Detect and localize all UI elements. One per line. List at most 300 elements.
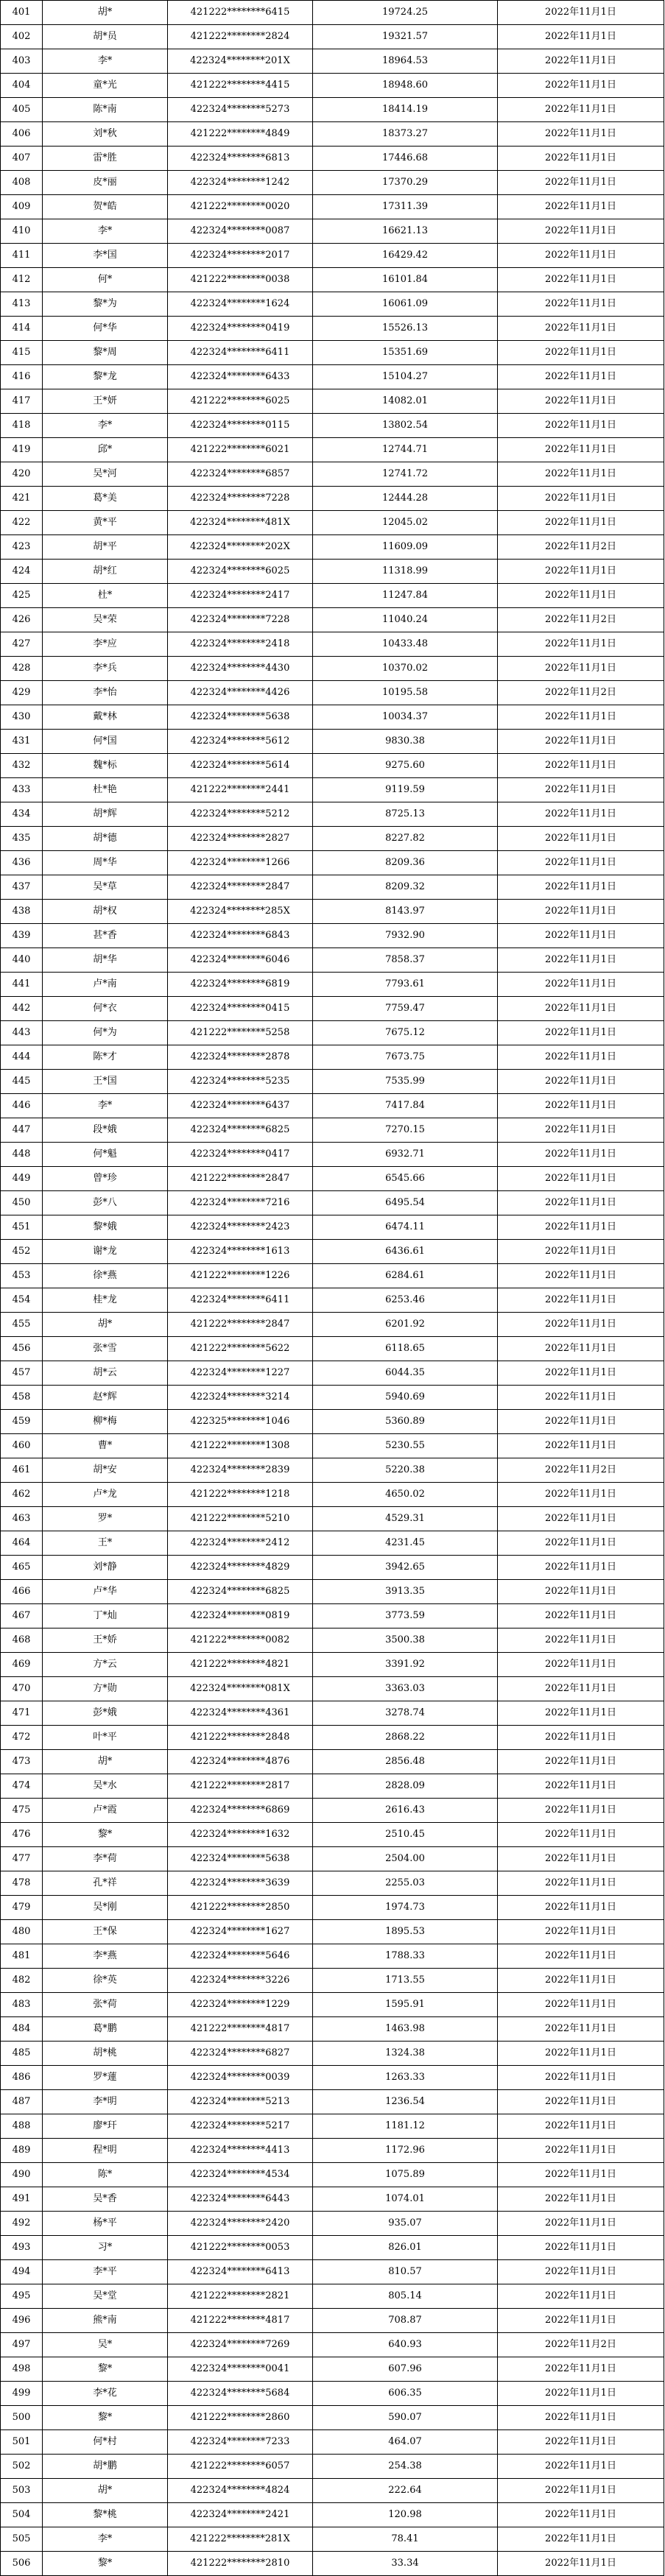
date-cell: 2022年11月1日: [498, 2309, 664, 2333]
amount-cell: 590.07: [313, 2406, 498, 2430]
id-number-cell: 421222********6021: [168, 438, 313, 462]
date-cell: 2022年11月1日: [498, 730, 664, 754]
row-number-cell: 411: [1, 244, 43, 268]
id-number-cell: 422324********7228: [168, 608, 313, 632]
table-row: [1, 875, 664, 900]
table-row: [1, 1361, 664, 1386]
row-number-cell: 415: [1, 341, 43, 365]
date-cell: 2022年11月2日: [498, 2333, 664, 2357]
amount-cell: 5360.89: [313, 1410, 498, 1434]
amount-cell: 1263.33: [313, 2066, 498, 2090]
date-cell: 2022年11月1日: [498, 1653, 664, 1677]
table-row: [1, 924, 664, 948]
amount-cell: 9830.38: [313, 730, 498, 754]
amount-cell: 10034.37: [313, 705, 498, 730]
date-cell: 2022年11月1日: [498, 584, 664, 608]
amount-cell: 17370.29: [313, 171, 498, 195]
row-number-cell: 426: [1, 608, 43, 632]
name-cell: 吴*草: [43, 875, 168, 900]
row-number-cell: 456: [1, 1337, 43, 1361]
row-number-cell: 425: [1, 584, 43, 608]
id-number-cell: 422324********5612: [168, 730, 313, 754]
amount-cell: 3942.65: [313, 1556, 498, 1580]
name-cell: 王*国: [43, 1070, 168, 1094]
id-number-cell: 421222********2821: [168, 2284, 313, 2309]
table-row: [1, 414, 664, 438]
id-number-cell: 422324********2017: [168, 244, 313, 268]
row-number-cell: 479: [1, 1896, 43, 1920]
name-cell: 谢*龙: [43, 1240, 168, 1264]
name-cell: 黎*为: [43, 292, 168, 317]
name-cell: 罗*: [43, 1507, 168, 1531]
date-cell: 2022年11月1日: [498, 1167, 664, 1191]
amount-cell: 18373.27: [313, 122, 498, 147]
id-number-cell: 421222********2860: [168, 2406, 313, 2430]
amount-cell: 1074.01: [313, 2187, 498, 2212]
row-number-cell: 486: [1, 2066, 43, 2090]
date-cell: 2022年11月1日: [498, 2479, 664, 2503]
name-cell: 胡*员: [43, 25, 168, 49]
name-cell: 胡*辉: [43, 802, 168, 827]
id-number-cell: 422324********4361: [168, 1701, 313, 1726]
id-number-cell: 421222********0053: [168, 2236, 313, 2260]
date-cell: 2022年11月1日: [498, 1920, 664, 1944]
row-number-cell: 473: [1, 1750, 43, 1774]
id-number-cell: 422324********0417: [168, 1143, 313, 1167]
row-number-cell: 497: [1, 2333, 43, 2357]
name-cell: 何*村: [43, 2430, 168, 2455]
table-row: [1, 2455, 664, 2479]
name-cell: 李*明: [43, 2090, 168, 2114]
id-number-cell: 422324********0419: [168, 317, 313, 341]
name-cell: 杜*: [43, 584, 168, 608]
table-row: [1, 1483, 664, 1507]
name-cell: 何*: [43, 268, 168, 292]
date-cell: 2022年11月1日: [498, 292, 664, 317]
name-cell: 熊*南: [43, 2309, 168, 2333]
row-number-cell: 437: [1, 875, 43, 900]
table-row: [1, 1094, 664, 1118]
row-number-cell: 505: [1, 2527, 43, 2552]
table-row: [1, 2017, 664, 2042]
amount-cell: 18964.53: [313, 49, 498, 74]
id-number-cell: 422324********6825: [168, 1118, 313, 1143]
table-row: [1, 730, 664, 754]
amount-cell: 7535.99: [313, 1070, 498, 1094]
date-cell: 2022年11月1日: [498, 1993, 664, 2017]
table-row: [1, 754, 664, 778]
date-cell: 2022年11月1日: [498, 74, 664, 98]
id-number-cell: 422324********6411: [168, 1288, 313, 1313]
table-row: [1, 1264, 664, 1288]
name-cell: 皮*丽: [43, 171, 168, 195]
row-number-cell: 485: [1, 2042, 43, 2066]
name-cell: 吴*香: [43, 2187, 168, 2212]
row-number-cell: 490: [1, 2163, 43, 2187]
name-cell: 雷*胜: [43, 147, 168, 171]
date-cell: 2022年11月1日: [498, 2163, 664, 2187]
date-cell: 2022年11月1日: [498, 973, 664, 997]
table-row: [1, 219, 664, 244]
date-cell: 2022年11月1日: [498, 1944, 664, 1969]
table-row: [1, 244, 664, 268]
date-cell: 2022年11月1日: [498, 1264, 664, 1288]
id-number-cell: 422324********1632: [168, 1823, 313, 1847]
date-cell: 2022年11月1日: [498, 341, 664, 365]
row-number-cell: 404: [1, 74, 43, 98]
id-number-cell: 421222********2817: [168, 1774, 313, 1799]
name-cell: 邱*: [43, 438, 168, 462]
table-row: [1, 1070, 664, 1094]
date-cell: 2022年11月2日: [498, 1458, 664, 1483]
table-row: [1, 657, 664, 681]
name-cell: 曹*: [43, 1434, 168, 1458]
amount-cell: 18948.60: [313, 74, 498, 98]
name-cell: 叶*平: [43, 1726, 168, 1750]
date-cell: 2022年11月1日: [498, 2236, 664, 2260]
amount-cell: 6495.54: [313, 1191, 498, 1215]
date-cell: 2022年11月2日: [498, 535, 664, 560]
row-number-cell: 488: [1, 2114, 43, 2139]
row-number-cell: 451: [1, 1215, 43, 1240]
name-cell: 曾*珍: [43, 1167, 168, 1191]
row-number-cell: 469: [1, 1653, 43, 1677]
row-number-cell: 472: [1, 1726, 43, 1750]
amount-cell: 19724.25: [313, 1, 498, 25]
id-number-cell: 421222********6057: [168, 2455, 313, 2479]
table-row: [1, 1021, 664, 1045]
date-cell: 2022年11月1日: [498, 2017, 664, 2042]
amount-cell: 810.57: [313, 2260, 498, 2284]
name-cell: 柳*梅: [43, 1410, 168, 1434]
amount-cell: 805.14: [313, 2284, 498, 2309]
row-number-cell: 441: [1, 973, 43, 997]
amount-cell: 6044.35: [313, 1361, 498, 1386]
date-cell: 2022年11月1日: [498, 900, 664, 924]
date-cell: 2022年11月1日: [498, 1628, 664, 1653]
date-cell: 2022年11月1日: [498, 2114, 664, 2139]
date-cell: 2022年11月1日: [498, 2552, 664, 2576]
table-row: [1, 1167, 664, 1191]
table-row: [1, 1215, 664, 1240]
name-cell: 赵*辉: [43, 1386, 168, 1410]
date-cell: 2022年11月1日: [498, 778, 664, 802]
name-cell: 杨*平: [43, 2212, 168, 2236]
name-cell: 甚*香: [43, 924, 168, 948]
id-number-cell: 422324********2421: [168, 2503, 313, 2527]
row-number-cell: 448: [1, 1143, 43, 1167]
date-cell: 2022年11月1日: [498, 1556, 664, 1580]
table-row: [1, 2187, 664, 2212]
name-cell: 胡*权: [43, 900, 168, 924]
name-cell: 张*荷: [43, 1993, 168, 2017]
id-number-cell: 422324********4430: [168, 657, 313, 681]
table-row: [1, 2357, 664, 2382]
table-row: [1, 2552, 664, 2576]
amount-cell: 4231.45: [313, 1531, 498, 1556]
id-number-cell: 422324********202X: [168, 535, 313, 560]
amount-cell: 5230.55: [313, 1434, 498, 1458]
amount-cell: 2828.09: [313, 1774, 498, 1799]
id-number-cell: 422324********5638: [168, 705, 313, 730]
date-cell: 2022年11月1日: [498, 2212, 664, 2236]
row-number-cell: 449: [1, 1167, 43, 1191]
name-cell: 黎*娥: [43, 1215, 168, 1240]
date-cell: 2022年11月1日: [498, 2382, 664, 2406]
id-number-cell: 422324********2839: [168, 1458, 313, 1483]
table-row: [1, 341, 664, 365]
date-cell: 2022年11月1日: [498, 632, 664, 657]
date-cell: 2022年11月1日: [498, 2406, 664, 2430]
date-cell: 2022年11月1日: [498, 754, 664, 778]
name-cell: 方*云: [43, 1653, 168, 1677]
table-row: [1, 2430, 664, 2455]
amount-cell: 13802.54: [313, 414, 498, 438]
name-cell: 王*保: [43, 1920, 168, 1944]
amount-cell: 1974.73: [313, 1896, 498, 1920]
row-number-cell: 410: [1, 219, 43, 244]
table-row: [1, 2284, 664, 2309]
amount-cell: 8227.82: [313, 827, 498, 851]
amount-cell: 1595.91: [313, 1993, 498, 2017]
date-cell: 2022年11月1日: [498, 2066, 664, 2090]
table-row: [1, 389, 664, 414]
date-cell: 2022年11月1日: [498, 875, 664, 900]
name-cell: 何*衣: [43, 997, 168, 1021]
date-cell: 2022年11月1日: [498, 487, 664, 511]
table-row: [1, 147, 664, 171]
date-cell: 2022年11月1日: [498, 1143, 664, 1167]
name-cell: 卢*南: [43, 973, 168, 997]
table-row: [1, 1677, 664, 1701]
id-number-cell: 421222********0082: [168, 1628, 313, 1653]
amount-cell: 11318.99: [313, 560, 498, 584]
amount-cell: 11247.84: [313, 584, 498, 608]
row-number-cell: 445: [1, 1070, 43, 1094]
row-number-cell: 463: [1, 1507, 43, 1531]
name-cell: 胡*安: [43, 1458, 168, 1483]
table-row: [1, 98, 664, 122]
row-number-cell: 418: [1, 414, 43, 438]
date-cell: 2022年11月1日: [498, 560, 664, 584]
table-row: [1, 2114, 664, 2139]
name-cell: 吴*刚: [43, 1896, 168, 1920]
name-cell: 刘*秋: [43, 122, 168, 147]
amount-cell: 2868.22: [313, 1726, 498, 1750]
id-number-cell: 422324********7269: [168, 2333, 313, 2357]
name-cell: 丁*灿: [43, 1604, 168, 1628]
date-cell: 2022年11月1日: [498, 1118, 664, 1143]
amount-cell: 16061.09: [313, 292, 498, 317]
name-cell: 罗*蓮: [43, 2066, 168, 2090]
table-row: [1, 802, 664, 827]
row-number-cell: 462: [1, 1483, 43, 1507]
name-cell: 徐*英: [43, 1969, 168, 1993]
name-cell: 何*魁: [43, 1143, 168, 1167]
id-number-cell: 421222********4849: [168, 122, 313, 147]
date-cell: 2022年11月1日: [498, 802, 664, 827]
name-cell: 葛*鹏: [43, 2017, 168, 2042]
row-number-cell: 452: [1, 1240, 43, 1264]
table-row: [1, 1871, 664, 1896]
row-number-cell: 408: [1, 171, 43, 195]
date-cell: 2022年11月1日: [498, 389, 664, 414]
table-row: [1, 292, 664, 317]
date-cell: 2022年11月1日: [498, 1896, 664, 1920]
amount-cell: 2504.00: [313, 1847, 498, 1871]
table-row: [1, 25, 664, 49]
table-row: [1, 681, 664, 705]
table-row: [1, 2236, 664, 2260]
table-row: [1, 2163, 664, 2187]
table-row: [1, 122, 664, 147]
name-cell: 廖*玕: [43, 2114, 168, 2139]
id-number-cell: 422324********4824: [168, 2479, 313, 2503]
table-row: [1, 49, 664, 74]
date-cell: 2022年11月1日: [498, 462, 664, 487]
name-cell: 李*荷: [43, 1847, 168, 1871]
name-cell: 胡*: [43, 1, 168, 25]
amount-cell: 6201.92: [313, 1313, 498, 1337]
row-number-cell: 409: [1, 195, 43, 219]
date-cell: 2022年11月1日: [498, 49, 664, 74]
id-number-cell: 422324********2420: [168, 2212, 313, 2236]
id-number-cell: 421222********5258: [168, 1021, 313, 1045]
name-cell: 胡*德: [43, 827, 168, 851]
amount-cell: 708.87: [313, 2309, 498, 2333]
amount-cell: 78.41: [313, 2527, 498, 2552]
date-cell: 2022年11月1日: [498, 2455, 664, 2479]
amount-cell: 10195.58: [313, 681, 498, 705]
name-cell: 吴*河: [43, 462, 168, 487]
id-number-cell: 422324********2412: [168, 1531, 313, 1556]
name-cell: 彭*八: [43, 1191, 168, 1215]
row-number-cell: 481: [1, 1944, 43, 1969]
amount-cell: 3500.38: [313, 1628, 498, 1653]
table-row: [1, 705, 664, 730]
id-number-cell: 422325********1046: [168, 1410, 313, 1434]
row-number-cell: 487: [1, 2090, 43, 2114]
id-number-cell: 422324********4413: [168, 2139, 313, 2163]
date-cell: 2022年11月1日: [498, 171, 664, 195]
id-number-cell: 422324********6413: [168, 2260, 313, 2284]
table-row: [1, 997, 664, 1021]
date-cell: 2022年11月1日: [498, 1240, 664, 1264]
amount-cell: 16429.42: [313, 244, 498, 268]
id-number-cell: 422324********4829: [168, 1556, 313, 1580]
amount-cell: 10433.48: [313, 632, 498, 657]
id-number-cell: 421222********2810: [168, 2552, 313, 2576]
table-row: [1, 2139, 664, 2163]
row-number-cell: 457: [1, 1361, 43, 1386]
name-cell: 李*怡: [43, 681, 168, 705]
row-number-cell: 424: [1, 560, 43, 584]
row-number-cell: 474: [1, 1774, 43, 1799]
id-number-cell: 421222********4817: [168, 2309, 313, 2333]
amount-cell: 826.01: [313, 2236, 498, 2260]
row-number-cell: 407: [1, 147, 43, 171]
table-row: [1, 1969, 664, 1993]
amount-cell: 7759.47: [313, 997, 498, 1021]
id-number-cell: 421222********2847: [168, 1167, 313, 1191]
row-number-cell: 401: [1, 1, 43, 25]
amount-cell: 15351.69: [313, 341, 498, 365]
date-cell: 2022年11月1日: [498, 1774, 664, 1799]
row-number-cell: 492: [1, 2212, 43, 2236]
table-row: [1, 2479, 664, 2503]
amount-cell: 8725.13: [313, 802, 498, 827]
table-row: [1, 535, 664, 560]
row-number-cell: 428: [1, 657, 43, 681]
id-number-cell: 421222********1226: [168, 1264, 313, 1288]
table-row: [1, 438, 664, 462]
id-number-cell: 422324********5646: [168, 1944, 313, 1969]
date-cell: 2022年11月1日: [498, 122, 664, 147]
name-cell: 段*娥: [43, 1118, 168, 1143]
id-number-cell: 422324********6433: [168, 365, 313, 389]
name-cell: 李*应: [43, 632, 168, 657]
id-number-cell: 422324********2418: [168, 632, 313, 657]
table-row: [1, 1458, 664, 1483]
name-cell: 胡*: [43, 1750, 168, 1774]
amount-cell: 12744.71: [313, 438, 498, 462]
id-number-cell: 422324********7216: [168, 1191, 313, 1215]
table-row: [1, 511, 664, 535]
amount-cell: 464.07: [313, 2430, 498, 2455]
amount-cell: 19321.57: [313, 25, 498, 49]
table-row: [1, 1774, 664, 1799]
name-cell: 葛*美: [43, 487, 168, 511]
amount-cell: 935.07: [313, 2212, 498, 2236]
amount-cell: 1895.53: [313, 1920, 498, 1944]
amount-cell: 16621.13: [313, 219, 498, 244]
table-row: [1, 1920, 664, 1944]
row-number-cell: 423: [1, 535, 43, 560]
row-number-cell: 433: [1, 778, 43, 802]
date-cell: 2022年11月1日: [498, 1483, 664, 1507]
amount-cell: 2616.43: [313, 1799, 498, 1823]
amount-cell: 8143.97: [313, 900, 498, 924]
id-number-cell: 421222********4821: [168, 1653, 313, 1677]
table-row: [1, 632, 664, 657]
row-number-cell: 465: [1, 1556, 43, 1580]
id-number-cell: 422324********5235: [168, 1070, 313, 1094]
id-number-cell: 422324********2847: [168, 875, 313, 900]
date-cell: 2022年11月1日: [498, 851, 664, 875]
date-cell: 2022年11月1日: [498, 2042, 664, 2066]
name-cell: 胡*华: [43, 948, 168, 973]
date-cell: 2022年11月1日: [498, 2187, 664, 2212]
date-cell: 2022年11月1日: [498, 1677, 664, 1701]
id-number-cell: 422324********0039: [168, 2066, 313, 2090]
amount-cell: 2255.03: [313, 1871, 498, 1896]
name-cell: 李*花: [43, 2382, 168, 2406]
table-row: [1, 317, 664, 341]
table-row: [1, 1556, 664, 1580]
name-cell: 卢*霞: [43, 1799, 168, 1823]
table-row: [1, 1701, 664, 1726]
row-number-cell: 502: [1, 2455, 43, 2479]
row-number-cell: 494: [1, 2260, 43, 2284]
table-row: [1, 1240, 664, 1264]
amount-cell: 3913.35: [313, 1580, 498, 1604]
id-number-cell: 422324********7228: [168, 487, 313, 511]
table-row: [1, 1896, 664, 1920]
row-number-cell: 413: [1, 292, 43, 317]
id-number-cell: 422324********6843: [168, 924, 313, 948]
row-number-cell: 470: [1, 1677, 43, 1701]
table-row: [1, 1823, 664, 1847]
